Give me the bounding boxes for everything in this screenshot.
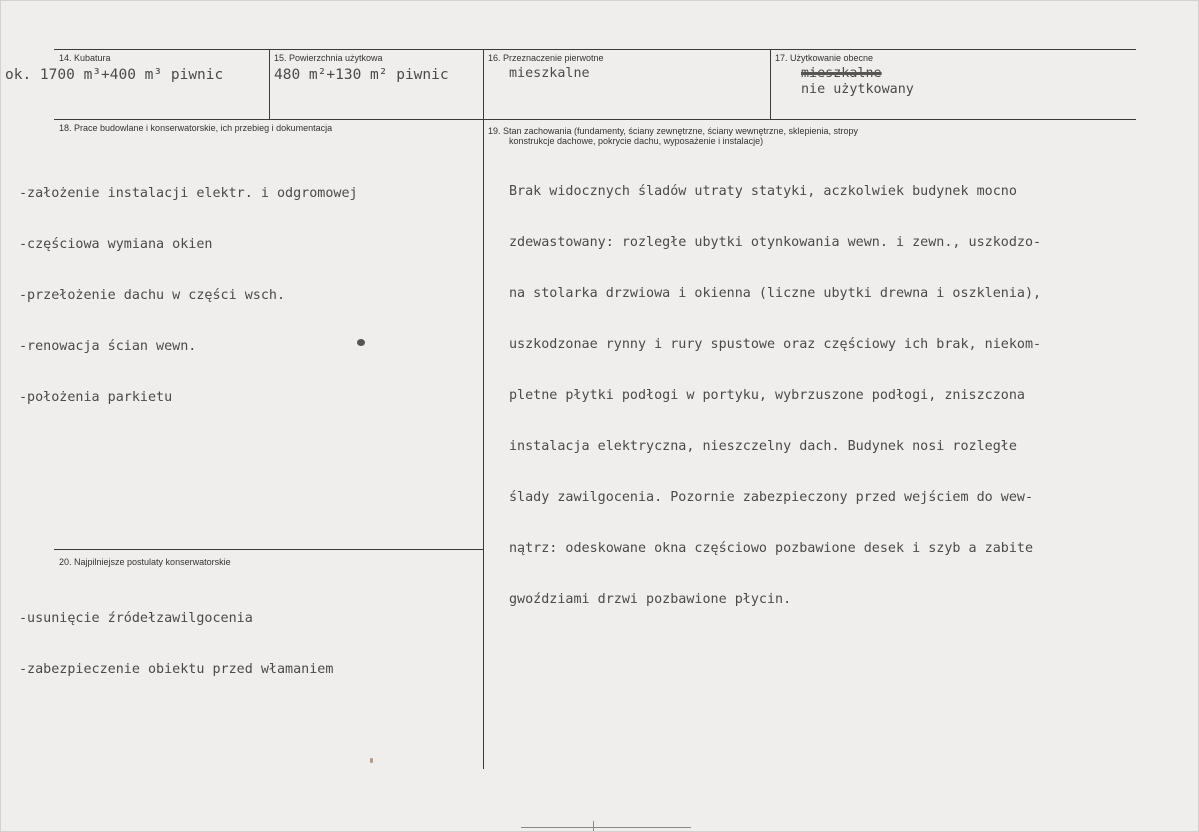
field-18-label: 18. Prace budowlane i konserwatorskie, ich przebieg i dokumentacja <box>59 123 333 133</box>
field-15-label: 15. Powierzchnia użytkowa <box>274 53 383 63</box>
divider-14-15 <box>269 49 270 119</box>
field-19-line: nątrz: odeskowane okna częściowo pozbawione desek i szyb a zabite <box>509 541 1034 556</box>
section18-bottom-rule <box>54 549 484 550</box>
field-15-value: 480 m²+130 m² piwnic <box>274 67 449 83</box>
field-16-value: mieszkalne <box>509 66 590 81</box>
field-19-line: na stolarka drzwiowa i okienna (liczne ubytki drewna i oszklenia), <box>509 286 1042 301</box>
field-19-line: gwoździami drzwi pozbawione płycin. <box>509 592 792 607</box>
field-19-line: Brak widocznych śladów utraty statyki, aczkolwiek budynek mocno <box>509 184 1017 199</box>
field-18-line: -renowacja ścian wewn. <box>19 339 197 354</box>
field-17-struck-value: mieszkalne <box>801 66 882 81</box>
field-20-label: 20. Najpilniejsze postulaty konserwatorskie <box>59 557 231 567</box>
field-18-text <box>19 151 358 440</box>
field-17-value: nie użytkowany <box>801 82 914 97</box>
bottom-edge-tick <box>593 821 594 831</box>
divider-main <box>483 49 484 769</box>
field-19-line: zdewastowany: rozległe ubytki otynkowania wewn. i zewn., uszkodzo- <box>509 235 1042 250</box>
field-19-text <box>509 149 1041 642</box>
field-19-line: uszkodzonae rynny i rury spustowe oraz częściowy ich brak, niekom- <box>509 337 1042 352</box>
field-19-line: ślady zawilgocenia. Pozornie zabezpieczony przed wejściem do wew- <box>509 490 1034 505</box>
field-19-label-line1: 19. Stan zachowania (fundamenty, ściany zewnętrzne, ściany wewnętrzne, sklepienia, stropy <box>488 126 859 136</box>
field-18-line: -przełożenie dachu w części wsch. <box>19 288 286 303</box>
field-19-line: instalacja elektryczna, nieszczelny dach. Budynek nosi rozległe <box>509 439 1017 454</box>
field-14-value: ok. 1700 m³+400 m³ piwnic <box>5 67 224 83</box>
ink-blot <box>357 339 365 346</box>
field-18-line: -częściowa wymiana okien <box>19 237 213 252</box>
field-17-label: 17. Użytkowanie obecne <box>775 53 874 63</box>
field-20-line: -usunięcie źródełzawilgocenia <box>19 611 253 626</box>
field-19-line: pletne płytki podłogi w portyku, wybrzuszone podłogi, zniszczona <box>509 388 1025 403</box>
field-18-line: -założenie instalacji elektr. i odgromowej <box>19 186 358 201</box>
row1-bottom-rule <box>54 119 1136 120</box>
divider-16-17 <box>770 49 771 119</box>
field-19-label-line2: konstrukcje dachowe, pokrycie dachu, wyposażenie i instalacje) <box>509 136 764 146</box>
field-18-line: -położenia parkietu <box>19 390 173 405</box>
field-14-label: 14. Kubatura <box>59 53 111 63</box>
paper-speck <box>370 758 373 763</box>
field-20-line: -zabezpieczenie obiektu przed włamaniem <box>19 662 334 677</box>
top-rule <box>54 49 1136 50</box>
bottom-edge-mark <box>521 827 691 828</box>
field-16-label: 16. Przeznaczenie pierwotne <box>488 53 604 63</box>
field-20-text <box>19 576 333 712</box>
